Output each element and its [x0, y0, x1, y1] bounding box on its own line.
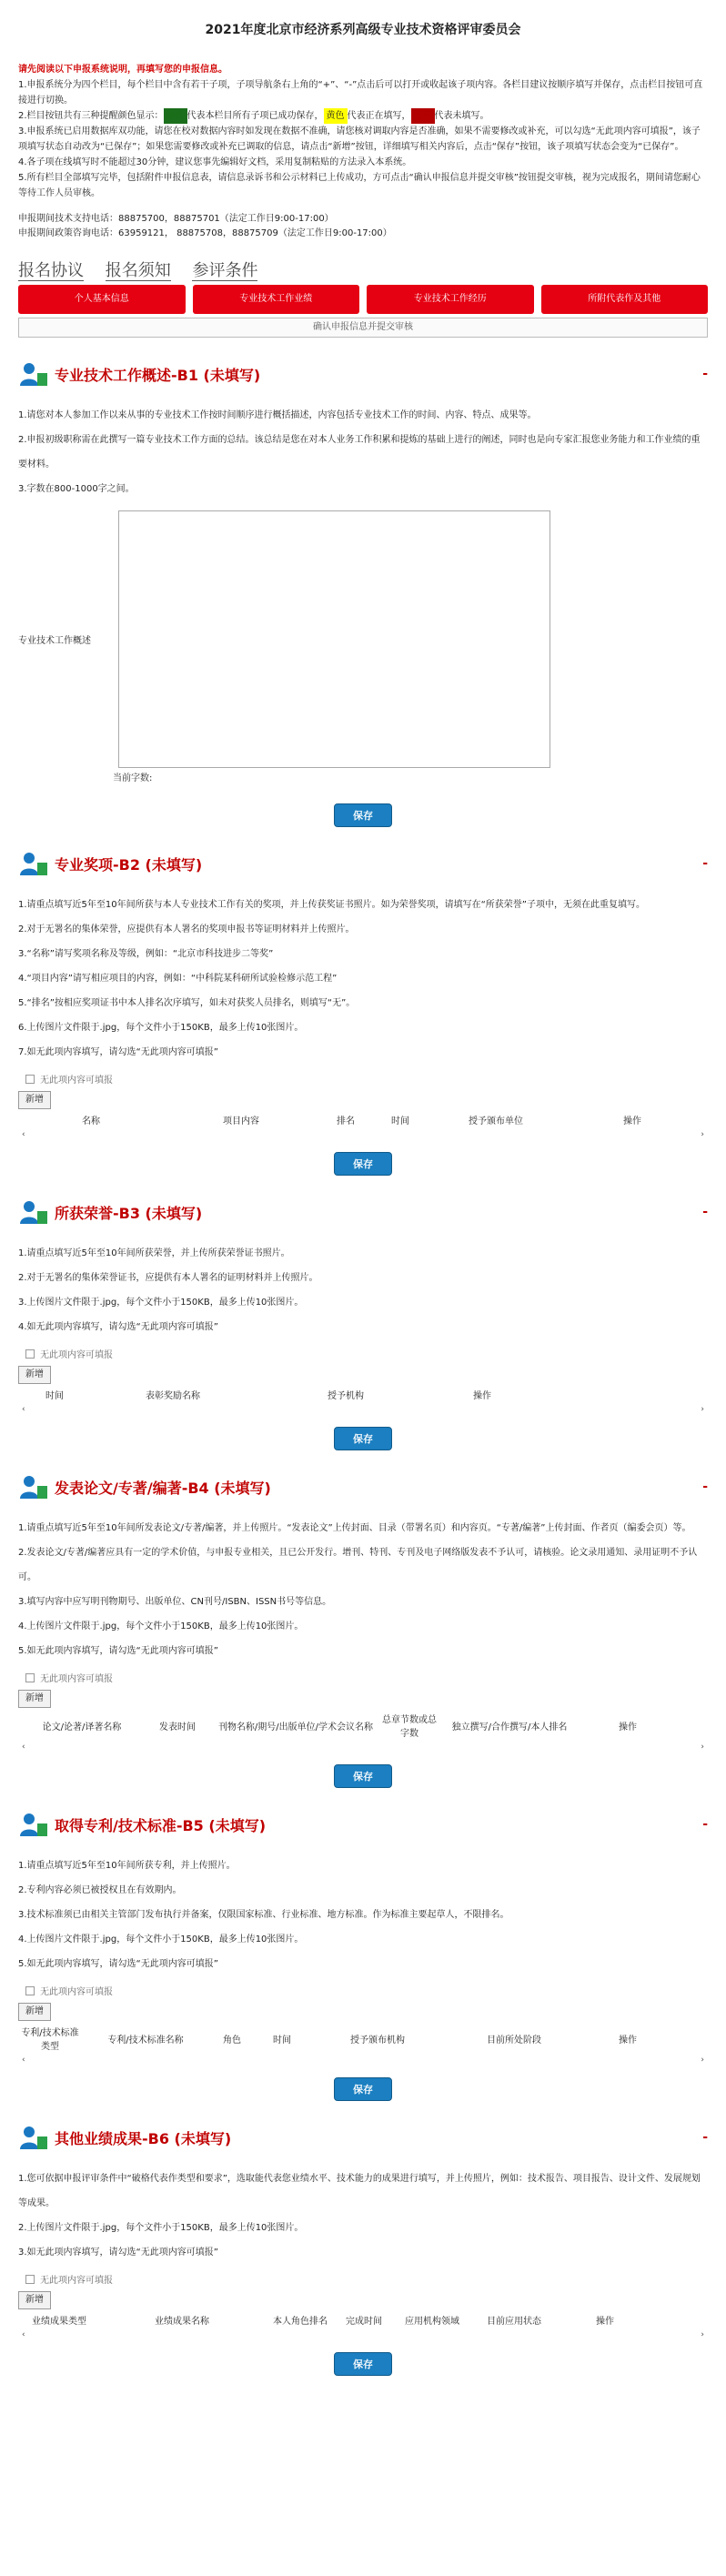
- notice-line-2a: 2.栏目按钮共有三种提醒颜色显示：: [18, 111, 164, 121]
- section-title: 取得专利/技术标准-B5 (未填写): [55, 1816, 267, 1834]
- step-buttons: [18, 285, 708, 314]
- scroll-left-icon[interactable]: ‹: [22, 1405, 25, 1414]
- section-header[interactable]: [18, 1196, 708, 1228]
- collapse-toggle[interactable]: -: [702, 1817, 708, 1832]
- column-header: 专利/技术标准类型: [21, 2028, 79, 2052]
- user-profile-icon: [18, 1473, 49, 1500]
- instruction-line: 2.申报初级职称需在此撰写一篇专业技术工作方面的总结。该总结是您在对本人业务工作积累和提炼的基础上进行的阐述，同时也是向专家汇报您业务能力和工作业绩的重要材料。: [18, 435, 701, 470]
- checkbox-label: 无此项内容可填报: [40, 1987, 113, 1997]
- section-title: 其他业绩成果-B6 (未填写): [55, 2129, 232, 2147]
- horizontal-scrollbar[interactable]: [18, 2330, 708, 2343]
- checkbox-label: 无此项内容可填报: [40, 1076, 113, 1086]
- add-button[interactable]: 新增: [18, 1690, 51, 1708]
- column-header: 操作: [623, 1116, 641, 1126]
- table-header: [18, 2313, 708, 2327]
- column-header: 完成时间: [346, 2317, 382, 2327]
- column-header: 论文/论著/译著名称: [42, 1722, 122, 1732]
- section-instructions: [18, 2167, 708, 2265]
- section-instructions: [18, 1516, 708, 1663]
- column-header: 授予颁布机构: [350, 2035, 405, 2046]
- section-b1: [18, 358, 708, 827]
- column-header: 角色: [223, 2035, 241, 2046]
- no-content-checkbox-row[interactable]: [18, 2272, 708, 2286]
- green-swatch: 绿色: [164, 108, 187, 124]
- column-header: 业绩成果类型: [32, 2317, 86, 2327]
- scroll-left-icon[interactable]: ‹: [22, 1743, 25, 1752]
- column-header: 业绩成果名称: [155, 2317, 209, 2327]
- save-button[interactable]: 保存: [334, 803, 392, 827]
- horizontal-scrollbar[interactable]: [18, 2056, 708, 2068]
- section-instructions: [18, 893, 708, 1065]
- save-button[interactable]: 保存: [334, 2077, 392, 2101]
- checkbox[interactable]: [25, 1075, 35, 1084]
- instruction-line: 1.请重点填写近5年至10年间所获专利，并上传照片。: [18, 1861, 236, 1871]
- notice-line-2e: 代表未填写。: [434, 111, 489, 121]
- user-profile-icon: [18, 1811, 49, 1838]
- instruction-line: 1.请重点填写近5年至10年间所发表论文/专著/编著，并上传照片。“发表论文”上传封面、目录（带署名页）和内容页。“专著/编著”上传封面、作者页（编委会页）等。: [18, 1523, 691, 1533]
- column-header: 应用机构领域: [405, 2317, 459, 2327]
- notice-warning: 请先阅读以下申报系统说明，再填写您的申报信息。: [18, 65, 227, 75]
- policy-phone: 申报期间政策咨询电话：63959121， 88875708，88875709（法定工作日9:00-17:00）: [18, 228, 392, 238]
- section-b3: [18, 1196, 708, 1450]
- user-profile-icon: [18, 2124, 49, 2151]
- notice-panel: [18, 62, 708, 201]
- instruction-line: 2.对于无署名的集体荣誉证书，应提供有本人署名的证明材料并上传照片。: [18, 1273, 318, 1283]
- section-instructions: [18, 1854, 708, 1976]
- notice-line-2b: 代表本栏目所有子项已成功保存，: [187, 111, 324, 121]
- save-button[interactable]: 保存: [334, 1764, 392, 1788]
- user-profile-icon: [18, 360, 49, 388]
- horizontal-scrollbar[interactable]: [18, 1130, 708, 1143]
- column-header: 操作: [596, 2317, 614, 2327]
- scroll-right-icon[interactable]: ›: [701, 2330, 704, 2339]
- checkbox[interactable]: [25, 2275, 35, 2284]
- section-header[interactable]: [18, 1470, 708, 1503]
- column-header: 发表时间: [159, 1722, 196, 1732]
- instruction-line: 4.上传图片文件限于.jpg，每个文件小于150KB，最多上传10张图片。: [18, 1621, 304, 1631]
- table-header: [18, 1113, 708, 1126]
- add-button[interactable]: 新增: [18, 1366, 51, 1384]
- checkbox-label: 无此项内容可填报: [40, 1350, 113, 1360]
- instruction-line: 5.如无此项内容填写，请勾选“无此项内容可填报”: [18, 1646, 218, 1656]
- overview-textarea[interactable]: [118, 510, 550, 768]
- instruction-line: 1.请重点填写近5年至10年间所获荣誉，并上传所获荣誉证书照片。: [18, 1248, 290, 1258]
- notice-line-5: 5.所有栏目全部填写完毕，包括附件申报信息表，请信息录诉书和公示材料已上传成功，方可点击“确认申报信息并提交审核”按钮提交审核，视为完成报名，期间请您耐心等待工作人员审核。: [18, 173, 701, 198]
- section-header[interactable]: [18, 847, 708, 880]
- doc-links: [18, 258, 708, 279]
- collapse-toggle[interactable]: -: [702, 367, 708, 381]
- notice-line-2d: 代表正在填写，: [347, 111, 411, 121]
- column-header: 本人角色排名: [273, 2317, 328, 2327]
- notice-line-3: 3.申报系统已启用数据库双功能，请您在校对数据内容时如发现在数据不准确，请您核对调取内容是否准确，如果不需要修改或补充，可以勾选“无此项内容可填报”，该子项填写状态自动改为“已保存”；如果您需要修改或补充已调取的信息，请点击“新增”按钮，详细填写相关内容后，点击“保存”按钮，该子项填写状态会变为“已保存”。: [18, 126, 701, 152]
- step-representative-works-button[interactable]: 所附代表作及其他: [541, 285, 709, 314]
- table-header: [18, 2025, 708, 2052]
- step-basic-info-button[interactable]: 个人基本信息: [18, 285, 186, 314]
- column-header: 目前应用状态: [487, 2317, 541, 2327]
- scroll-right-icon[interactable]: ›: [701, 1743, 704, 1752]
- section-b6: [18, 2121, 708, 2376]
- instruction-line: 2.发表论文/专著/编著应具有一定的学术价值，与申报专业相关，且已公开发行。增刊、特刊、专刊及电子网络版发表不予认可，请核验。论文录用通知、录用证明不予认可。: [18, 1548, 698, 1582]
- scroll-left-icon[interactable]: ‹: [22, 1130, 25, 1139]
- section-b5: [18, 1808, 708, 2101]
- column-header: 排名: [337, 1116, 355, 1126]
- section-header[interactable]: [18, 358, 708, 390]
- instruction-line: 6.上传图片文件限于.jpg，每个文件小于150KB，最多上传10张图片。: [18, 1023, 304, 1033]
- section-header[interactable]: [18, 1808, 708, 1841]
- scroll-right-icon[interactable]: ›: [701, 1405, 704, 1414]
- checkbox-label: 无此项内容可填报: [40, 1674, 113, 1684]
- table-header: [18, 1712, 708, 1739]
- collapse-toggle[interactable]: -: [702, 1205, 708, 1219]
- column-header: 时间: [45, 1391, 64, 1401]
- contact-info: [18, 212, 708, 241]
- horizontal-scrollbar[interactable]: [18, 1405, 708, 1418]
- no-content-checkbox-row[interactable]: [18, 1671, 708, 1684]
- section-header[interactable]: [18, 2121, 708, 2154]
- column-header: 目前所处阶段: [487, 2035, 541, 2046]
- section-instructions: [18, 403, 708, 501]
- checkbox[interactable]: [25, 1349, 35, 1359]
- column-header: 专利/技术标准名称: [107, 2035, 184, 2046]
- column-header: 授予机构: [328, 1391, 364, 1401]
- horizontal-scrollbar[interactable]: [18, 1743, 708, 1755]
- column-header: 操作: [473, 1391, 491, 1401]
- column-header: 名称: [82, 1116, 100, 1126]
- column-header: 刊物名称/期号/出版单位/学术会议名称: [217, 1722, 374, 1732]
- page-title: 2021年度北京市经济系列高级专业技术资格评审委员会: [205, 23, 521, 37]
- section-b2: [18, 847, 708, 1176]
- instruction-line: 1.请您对本人参加工作以来从事的专业技术工作按时间顺序进行概括描述，内容包括专业技术工作的时间、内容、特点、成果等。: [18, 410, 537, 420]
- column-header: 独立撰写/合作撰写/本人排名: [451, 1722, 568, 1732]
- section-b4: [18, 1470, 708, 1788]
- section-title: 所获荣誉-B3 (未填写): [55, 1204, 203, 1222]
- link-registration-agreement[interactable]: 报名协议: [18, 261, 84, 280]
- add-button[interactable]: 新增: [18, 2291, 51, 2309]
- no-content-checkbox-row[interactable]: [18, 1984, 708, 1997]
- step-work-achievements-button[interactable]: 专业技术工作业绩: [193, 285, 360, 314]
- table-header: [18, 1388, 708, 1401]
- scroll-left-icon[interactable]: ‹: [22, 2056, 25, 2065]
- instruction-line: 3.字数在800-1000字之间。: [18, 484, 135, 494]
- link-registration-notes[interactable]: 报名须知: [105, 261, 171, 280]
- instruction-line: 4.如无此项内容填写，请勾选“无此项内容可填报”: [18, 1322, 218, 1332]
- yellow-swatch: 黄色: [324, 108, 348, 124]
- instruction-line: 1.请重点填写近5年至10年间所获与本人专业技术工作有关的奖项，并上传获奖证书照片。如为荣誉奖项，请填写在“所获荣誉”子项中，无须在此重复填写。: [18, 900, 645, 910]
- column-header: 时间: [391, 1116, 409, 1126]
- no-content-checkbox-row[interactable]: [18, 1347, 708, 1360]
- step-work-experience-button[interactable]: 专业技术工作经历: [367, 285, 534, 314]
- collapse-toggle[interactable]: -: [702, 1480, 708, 1494]
- scroll-right-icon[interactable]: ›: [701, 1130, 704, 1139]
- column-header: 授予颁布单位: [469, 1116, 523, 1126]
- red-swatch: 红色: [411, 108, 435, 124]
- instruction-line: 3.上传图片文件限于.jpg，每个文件小于150KB，最多上传10张图片。: [18, 1298, 304, 1308]
- instruction-line: 3.“名称”请写奖项名称及等级，例如：“北京市科技进步二等奖”: [18, 949, 274, 959]
- checkbox[interactable]: [25, 1673, 35, 1682]
- notice-line-1: 1.申报系统分为四个栏目，每个栏目中含有若干子项，子项导航条右上角的“+”、“-”点击后可以打开或收起该子项内容。各栏目建议按顺序填写并保存，点击栏目按钮可直接进行切换。: [18, 80, 703, 106]
- column-header: 操作: [619, 1722, 637, 1732]
- checkbox[interactable]: [25, 1986, 35, 1995]
- save-button[interactable]: 保存: [334, 2352, 392, 2376]
- column-header: 时间: [273, 2035, 291, 2046]
- user-profile-icon: [18, 850, 49, 877]
- instruction-line: 2.上传图片文件限于.jpg，每个文件小于150KB，最多上传10张图片。: [18, 2223, 304, 2233]
- column-header: 总章节数或总字数: [382, 1715, 437, 1739]
- column-header: 操作: [619, 2035, 637, 2046]
- add-button[interactable]: 新增: [18, 1091, 51, 1109]
- char-count: 当前字数:: [113, 773, 153, 783]
- section-title: 发表论文/专著/编著-B4 (未填写): [55, 1479, 271, 1497]
- section-title: 专业奖项-B2 (未填写): [55, 855, 203, 874]
- section-title: 专业技术工作概述-B1 (未填写): [55, 366, 261, 384]
- confirm-submit-button[interactable]: 确认申报信息并提交审核: [18, 318, 708, 338]
- overview-field-row: [18, 510, 708, 768]
- save-button[interactable]: 保存: [334, 1427, 392, 1450]
- column-header: 表彰奖励名称: [146, 1391, 200, 1401]
- user-profile-icon: [18, 1198, 49, 1226]
- instruction-line: 4.“项目内容”请写相应项目的内容，例如：“中科院某科研所试验检修示范工程”: [18, 974, 338, 984]
- collapse-toggle[interactable]: -: [702, 2130, 708, 2145]
- instruction-line: 5.如无此项内容填写，请勾选“无此项内容可填报”: [18, 1959, 218, 1969]
- column-header: 项目内容: [223, 1116, 259, 1126]
- link-eligibility-conditions[interactable]: 参评条件: [192, 261, 258, 280]
- overview-field-label: 专业技术工作概述: [18, 636, 91, 646]
- instruction-line: 2.专利内容必须已被授权且在有效期内。: [18, 1885, 182, 1895]
- instruction-line: 4.上传图片文件限于.jpg，每个文件小于150KB，最多上传10张图片。: [18, 1935, 304, 1945]
- checkbox-label: 无此项内容可填报: [40, 2276, 113, 2286]
- instruction-line: 5.“排名”按相应奖项证书中本人排名次序填写，如未对获奖人员排名，则填写“无”。: [18, 998, 356, 1008]
- collapse-toggle[interactable]: -: [702, 856, 708, 871]
- add-button[interactable]: 新增: [18, 2003, 51, 2021]
- notice-line-2: [18, 108, 708, 124]
- tech-support-phone: 申报期间技术支持电话：88875700，88875701（法定工作日9:00-17:00）: [18, 214, 334, 224]
- instruction-line: 1.您可依据申报评审条件中“破格代表作类型和要求”，选取能代表您业绩水平、技术能力的成果进行填写，并上传照片，例如：技术报告、项目报告、设计文件、发展规划等成果。: [18, 2174, 701, 2208]
- notice-line-4: 4.各子项在线填写时不能超过30分钟，建议您事先编辑好文档，采用复制粘贴的方法录入本系统。: [18, 157, 412, 167]
- instruction-line: 3.如无此项内容填写，请勾选“无此项内容可填报”: [18, 2248, 218, 2258]
- instruction-line: 2.对于无署名的集体荣誉，应提供有本人署名的奖项申报书等证明材料并上传照片。: [18, 924, 355, 934]
- no-content-checkbox-row[interactable]: [18, 1072, 708, 1086]
- instruction-line: 3.技术标准须已由相关主管部门发布执行并备案，仅限国家标准、行业标准、地方标准。作为标准主要起草人，不限排名。: [18, 1910, 509, 1920]
- scroll-right-icon[interactable]: ›: [701, 2056, 704, 2065]
- section-instructions: [18, 1241, 708, 1339]
- scroll-left-icon[interactable]: ‹: [22, 2330, 25, 2339]
- save-button[interactable]: 保存: [334, 1152, 392, 1176]
- instruction-line: 7.如无此项内容填写，请勾选“无此项内容可填报”: [18, 1047, 218, 1057]
- instruction-line: 3.填写内容中应写明刊物期号、出版单位、CN刊号/ISBN、ISSN书号等信息。: [18, 1597, 332, 1607]
